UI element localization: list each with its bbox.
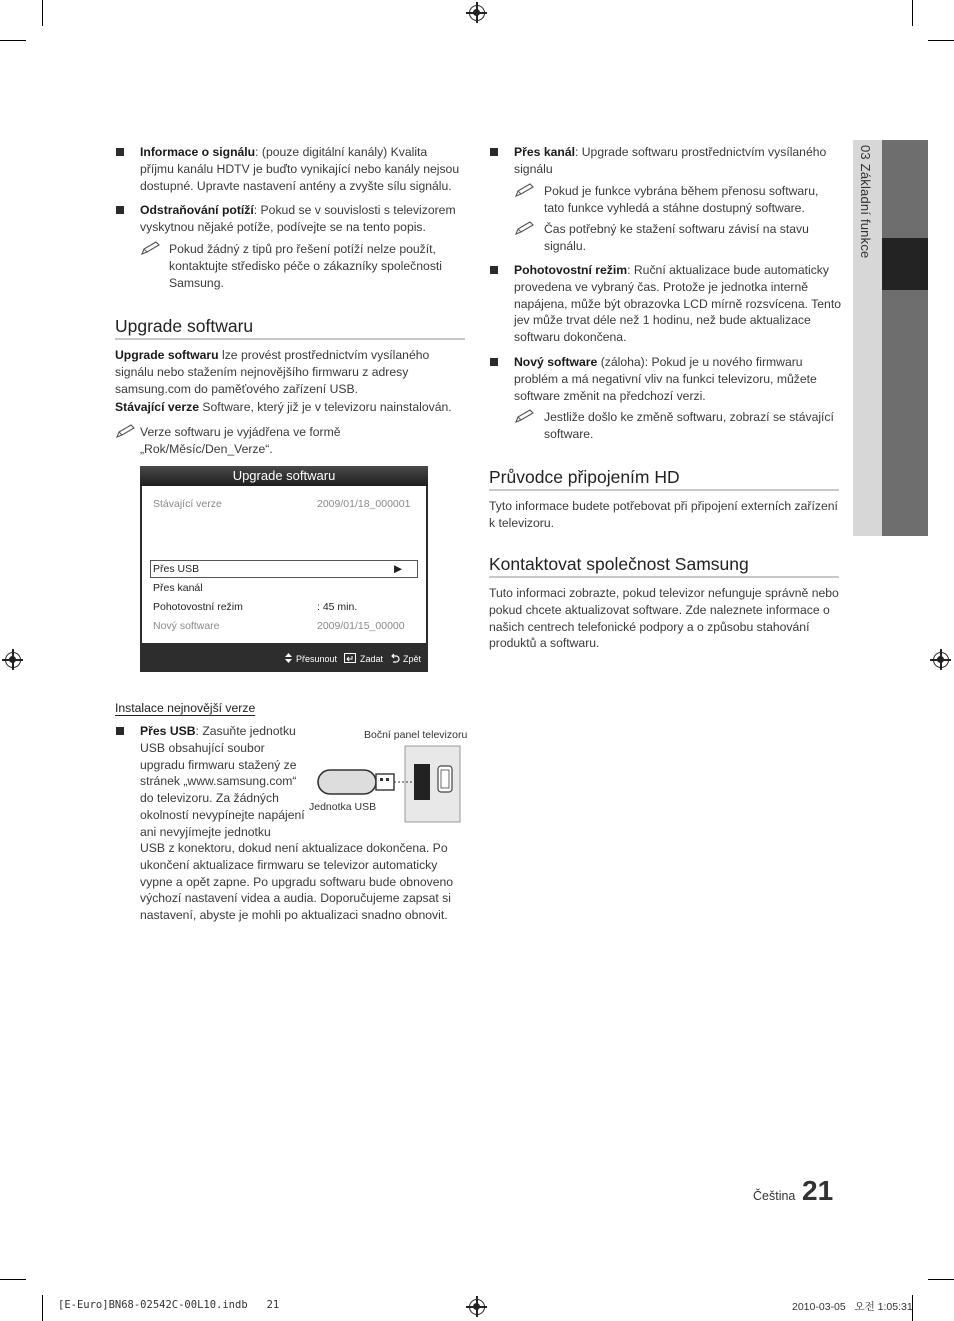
term-description: (záloha): Pokud je u nového firmwaru problém a má negativní vliv na funkci televizoru, můžete software změnit na předchozí verzi.: [514, 355, 817, 403]
registration-mark-icon: [933, 652, 949, 668]
term: Nový software: [514, 355, 598, 369]
usb-line: [140, 723, 310, 740]
page-number: 21: [802, 1175, 834, 1206]
crop-mark: [0, 1279, 26, 1280]
crop-mark: [42, 0, 43, 26]
usb-drive-label: Jednotka USB: [309, 801, 377, 813]
note-text: Pokud je funkce vybrána během přenosu softwaru, tato funkce vyhledá a stáhne dostupný software.: [544, 184, 819, 215]
usb-line-4: do televizoru. Za žádných: [140, 791, 279, 806]
usb-line-6: ani nevyjímejte jednotku: [140, 824, 271, 839]
osd-menu: [142, 486, 426, 643]
bullet: [490, 358, 498, 366]
usb-paragraph-continued: USB z konektoru, dokud není aktualizace dokončena. Po ukončení aktualizace firmwaru se televizor automaticky vypne a opět zapne. Po upgradu softwaru bude obnoveno výchozí nastavení videa a audia. Doporučujeme zapsat si nastavení, abyste je mohli po aktualizaci snadno obnovit.: [140, 841, 454, 923]
osd-move-label: Přesunout: [296, 654, 338, 664]
osd-item-standby[interactable]: Pohotovostní režim: [153, 601, 243, 613]
osd-back-label: Zpět: [403, 654, 422, 664]
bullet: [116, 727, 124, 735]
note-text: Pokud žádný z tipů pro řešení potíží nelze použít, kontaktujte středisko péče o zákazníky společnosti Samsung.: [169, 242, 443, 290]
return-icon: [390, 653, 400, 663]
note-text: Čas potřebný ke stažení softwaru závisí na stavu signálu.: [544, 222, 809, 253]
term: Přes kanál: [514, 145, 575, 159]
contact-paragraph: Tuto informaci zobrazte, pokud televizor nefunguje správně nebo pokud chcete aktualizovat software. Zde naleznete informace o našich centrech telefonické podpory a o způsobu stahování produktů a softwaru.: [489, 586, 839, 651]
file-info: [E-Euro]BN68-02542C-00L10.indb 21: [58, 1299, 280, 1311]
osd-item-new-software[interactable]: Nový software: [153, 620, 220, 632]
bullet: [490, 266, 498, 274]
troubleshoot-paragraph: [140, 202, 460, 236]
language-label: Čeština: [753, 1189, 796, 1203]
chapter-tab-label: 03 Základní funkce: [858, 145, 873, 259]
registration-mark-icon: [5, 652, 21, 668]
osd-item-channel[interactable]: Přes kanál: [153, 582, 203, 594]
enter-icon: [344, 653, 356, 663]
standby-paragraph: [514, 262, 842, 346]
side-panel-label: Boční panel televizoru: [364, 729, 468, 741]
usb-line-5: okolností nevypínejte napájení: [140, 807, 305, 822]
term: Přes USB: [140, 724, 196, 738]
osd-new-software-value: 2009/01/15_00000: [317, 620, 405, 632]
upgrade-intro-paragraph: [115, 347, 465, 397]
heading-rule: [489, 489, 839, 491]
note-text: Jestliže došlo ke změně softwaru, zobrazí se stávající software.: [544, 410, 834, 441]
note-text: Verze softwaru je vyjádřena ve formě „Rok/Měsíc/Den_Verze“.: [140, 425, 341, 456]
signal-info-paragraph: [140, 144, 460, 194]
term-description: : Pokud se v souvislosti s televizorem vyskytnou nějaké potíže, podívejte se na tento popis.: [140, 203, 456, 234]
osd-standby-value: : 45 min.: [317, 601, 358, 613]
term-description: : Upgrade softwaru prostřednictvím vysílaného signálu: [514, 145, 827, 176]
install-subheading: Instalace nejnovější verze: [115, 701, 256, 715]
new-software-paragraph: [514, 354, 836, 404]
section-heading: Kontaktovat společnost Samsung: [489, 554, 749, 574]
note-pencil-icon: [140, 240, 162, 256]
term: Odstraňování potíží: [140, 203, 254, 217]
channel-paragraph: [514, 144, 836, 178]
heading-rule: [489, 576, 839, 578]
note-pencil-icon: [514, 220, 536, 236]
osd-arrow-right-icon: ▶: [394, 563, 403, 575]
section-heading: Průvodce připojením HD: [489, 467, 680, 487]
osd-enter-label: Zadat: [360, 654, 384, 664]
registration-mark-icon: [469, 5, 485, 21]
print-date: 2010-03-05 오전 1:05:31: [792, 1301, 913, 1313]
note-pencil-icon: [514, 408, 536, 424]
term: Upgrade softwaru: [115, 348, 219, 362]
crop-mark: [42, 1295, 43, 1321]
osd-current-version-value: 2009/01/18_000001: [317, 498, 411, 510]
crop-mark: [0, 40, 26, 41]
note-pencil-icon: [115, 423, 137, 439]
osd-item-usb[interactable]: Přes USB: [153, 563, 200, 575]
term-description: : (pouze digitální kanály) Kvalita příjmu kanálu HDTV je buďto vynikající nebo kanály nejsou dostupné. Upravte nastavení antény a zvyšte sílu signálu.: [140, 145, 460, 193]
bullet: [116, 206, 124, 214]
hd-paragraph: Tyto informace budete potřebovat při připojení externích zařízení k televizoru.: [489, 499, 838, 530]
current-version-paragraph: [115, 399, 465, 416]
note-pencil-icon: [514, 182, 536, 198]
usb-line-1: USB obsahující soubor: [140, 740, 265, 755]
usb-line-3: stránek „www.samsung.com“: [140, 774, 297, 789]
osd-title: Upgrade softwaru: [140, 466, 428, 486]
chapter-tab-band: [882, 140, 928, 536]
registration-mark-icon: [469, 1299, 485, 1315]
term-description: : Ruční aktualizace bude automaticky provedena ve vybraný čas. Protože je jednotka interně napájena, může být obrazovka LCD mírně rozsvícena. Tento jev může trvat déle než 1 hodinu, než bude aktualizace softwaru dokončena.: [514, 263, 841, 345]
usb-line-0: : Zasuňte jednotku: [195, 724, 296, 738]
osd-screen: [140, 466, 428, 672]
heading-rule: [115, 338, 465, 340]
usb-line-2: upgradu firmwaru stažený ze: [140, 757, 297, 772]
crop-mark: [928, 1279, 954, 1280]
crop-mark: [928, 40, 954, 41]
bullet: [116, 148, 124, 156]
crop-mark: [912, 0, 913, 26]
section-heading: Upgrade softwaru: [115, 316, 254, 336]
usb-paragraph-wrapped: [140, 723, 310, 841]
osd-footer: [140, 646, 428, 672]
term-description: lze provést prostřednictvím vysílaného signálu nebo stažením nejnovějšího firmwaru z adresy samsung.com do paměťového zařízení USB.: [115, 348, 430, 396]
osd-current-version-label: Stávající verze: [153, 498, 222, 510]
bullet: [490, 148, 498, 156]
term: Stávající verze: [115, 400, 200, 414]
term: Informace o signálu: [140, 145, 256, 159]
move-updown-icon: [285, 653, 292, 663]
chapter-tab-marker: [882, 238, 928, 290]
term-description: Software, který již je v televizoru nainstalován.: [199, 400, 452, 414]
term: Pohotovostní režim: [514, 263, 628, 277]
